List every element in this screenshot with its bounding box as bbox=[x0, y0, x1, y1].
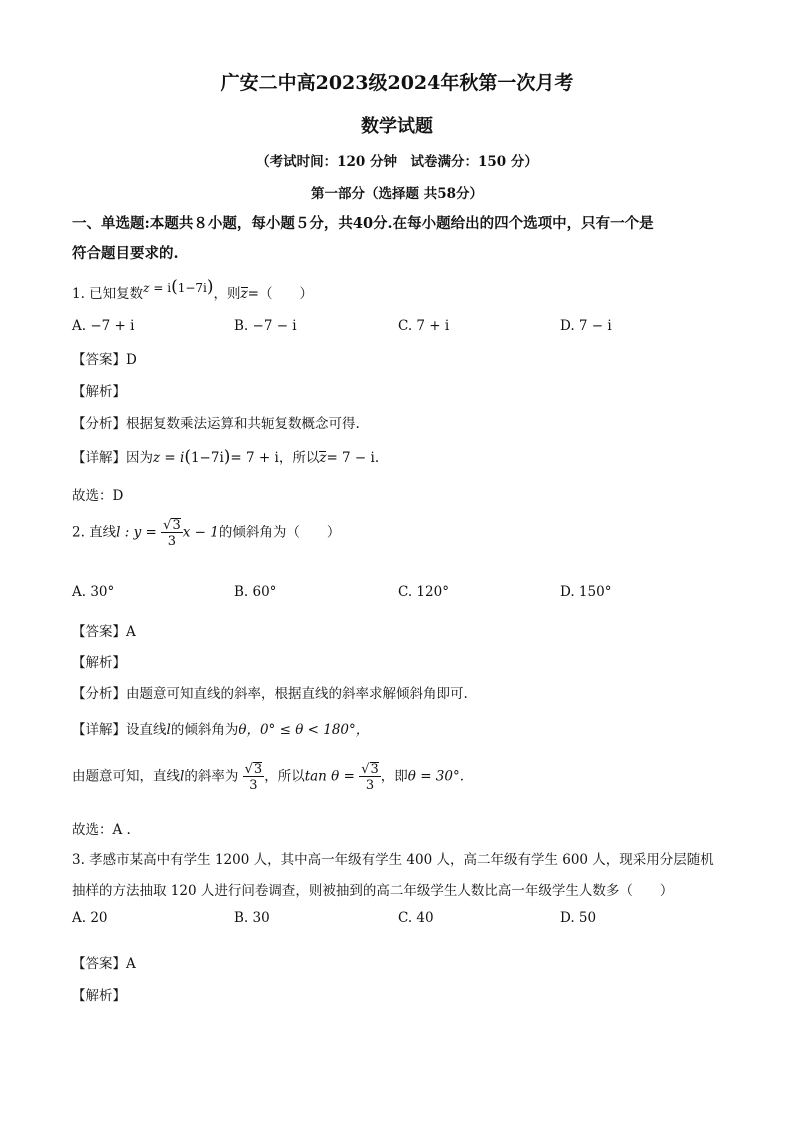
q3-answer-value: A bbox=[126, 956, 136, 972]
q1-inner: 1−7i bbox=[177, 281, 207, 295]
q2-frac1-den: 3 bbox=[249, 778, 258, 793]
q1-then: ，则 bbox=[213, 286, 241, 302]
q2-frac1-num: 3 bbox=[253, 762, 263, 777]
q1-i: i bbox=[167, 281, 172, 295]
q2-option-a: A. 30° bbox=[72, 584, 115, 600]
q3-analysis-label: 【解析】 bbox=[72, 988, 126, 1004]
q1-guxuan bbox=[72, 484, 123, 504]
exam-title: 广安二中高2023级2024年秋第一次月考 bbox=[220, 72, 574, 94]
fenxi-label: 【分析】 bbox=[72, 686, 126, 702]
q1-detail-inner: 1−7i bbox=[190, 450, 224, 466]
q1-detail-zbar: z bbox=[319, 450, 327, 466]
q1-analysis-label: 【解析】 bbox=[72, 384, 126, 400]
q2-analysis-label: 【解析】 bbox=[72, 655, 126, 671]
q1-option-c: C. 7 + i bbox=[398, 318, 450, 334]
q2-tan-fraction: $\frac{√3}{3}$ bbox=[361, 762, 379, 793]
q1-fenxi-text: 根据复数乘法运算和共轭复数概念可得. bbox=[126, 416, 360, 432]
q1-detail-pre: 因为 bbox=[126, 450, 153, 466]
q1-stem bbox=[72, 277, 313, 303]
q1-prefix: 1. 已知复数 bbox=[72, 286, 144, 302]
detail-label: 【详解】 bbox=[72, 722, 126, 738]
q1-answer-value: D bbox=[126, 352, 137, 368]
q2-option-b: B. 60° bbox=[234, 584, 277, 600]
q2-line-name: l : y = bbox=[116, 524, 157, 541]
q2-fenxi bbox=[72, 682, 468, 702]
q2-slope-value-fraction: $\frac{√3}{3}$ bbox=[244, 762, 263, 793]
answer-label: 【答案】 bbox=[72, 624, 126, 640]
q2-line3-so: ，所以 bbox=[264, 768, 305, 785]
guxuan-label: 故选： bbox=[72, 822, 113, 838]
q2-detail bbox=[72, 718, 369, 738]
q3-option-c: C. 40 bbox=[398, 910, 434, 926]
q2-line3-mid: 的斜率为 bbox=[184, 768, 239, 785]
section-instructions-line1: 一、单选题:本题共８小题，每小题５分，共40分.在每小题给出的四个选项中，只有一个是 bbox=[72, 215, 654, 232]
q2-detail-range: ，0° ≤ θ < 180°， bbox=[246, 722, 370, 738]
q1-detail-conj: = 7 − i bbox=[326, 450, 375, 466]
q2-slope-line bbox=[72, 762, 464, 792]
q2-prefix: 2. 直线 bbox=[72, 524, 117, 541]
q2-tail: x − 1 bbox=[182, 524, 219, 541]
q1-formula: z = i(1−7i) bbox=[143, 277, 214, 297]
q1-zbar: z bbox=[240, 286, 248, 302]
q1-guxuan-value: D bbox=[112, 488, 124, 504]
q1-detail-formula: z = i(1−7i)= 7 + i bbox=[153, 447, 279, 467]
q2-slope-fraction: $\frac{√3}{3}$ bbox=[163, 518, 181, 549]
q2-guxuan-value: A . bbox=[112, 822, 131, 838]
q2-detail-l: l bbox=[166, 722, 171, 738]
q2-detail-mid: 的倾斜角为 bbox=[170, 722, 239, 738]
q2-frac-num: 3 bbox=[172, 518, 181, 533]
q3-option-a: A. 20 bbox=[72, 910, 108, 926]
q2-tan: tan θ = bbox=[304, 768, 355, 785]
answer-label: 【答案】 bbox=[72, 956, 126, 972]
subject-title: 数学试题 bbox=[361, 116, 433, 137]
q1-eq: = bbox=[153, 281, 164, 295]
q2-result: θ = 30°. bbox=[407, 768, 465, 785]
q1-detail-mid: ，所以 bbox=[278, 450, 320, 466]
q1-detail bbox=[72, 446, 379, 467]
q2-option-c: C. 120° bbox=[398, 584, 449, 600]
q2-line3-l: l bbox=[180, 768, 185, 785]
q2-guxuan bbox=[72, 818, 131, 838]
q1-option-a: A. −7 + i bbox=[72, 318, 135, 334]
q2-theta: θ bbox=[238, 722, 247, 738]
guxuan-label: 故选： bbox=[72, 488, 113, 504]
q3-answer bbox=[72, 952, 136, 972]
q1-z: z bbox=[143, 281, 150, 295]
q1-after: =（ ） bbox=[247, 286, 313, 302]
q2-line3-end: ，即 bbox=[380, 768, 408, 785]
q2-suffix: 的倾斜角为（ ） bbox=[218, 524, 341, 541]
q1-fenxi bbox=[72, 412, 360, 432]
part-one-heading: 第一部分（选择题 共58分） bbox=[311, 186, 483, 202]
q2-stem bbox=[72, 518, 340, 548]
q3-stem-line1: 3. 孝感市某高中有学生 1200 人，其中高一年级有学生 400 人，高二年级有学生 600 人，现采用分层随机 bbox=[72, 852, 714, 868]
q2-frac-den: 3 bbox=[167, 534, 177, 549]
q2-fenxi-text: 由题意可知直线的斜率，根据直线的斜率求解倾斜角即可. bbox=[126, 686, 468, 702]
q2-frac2-num: 3 bbox=[370, 762, 379, 777]
exam-info: （考试时间：120 分钟 试卷满分：150 分） bbox=[256, 154, 538, 170]
answer-label: 【答案】 bbox=[72, 352, 126, 368]
q2-line3-pre: 由题意可知，直线 bbox=[72, 768, 180, 785]
q1-detail-expr: z = i bbox=[153, 450, 185, 466]
q1-option-d: D. 7 − i bbox=[560, 318, 612, 334]
q3-option-d: D. 50 bbox=[560, 910, 597, 926]
q2-frac2-den: 3 bbox=[365, 778, 375, 793]
q2-answer-value: A bbox=[126, 624, 136, 640]
section-instructions-line2: 符合题目要求的. bbox=[72, 245, 179, 262]
q2-detail-pre: 设直线 bbox=[126, 722, 167, 738]
q1-detail-end: . bbox=[374, 450, 380, 466]
detail-label: 【详解】 bbox=[72, 450, 126, 466]
fenxi-label: 【分析】 bbox=[72, 416, 126, 432]
q3-stem-line2: 抽样的方法抽取 120 人进行问卷调查，则被抽到的高二年级学生人数比高一年级学生人数多（ ） bbox=[72, 883, 674, 899]
q2-option-d: D. 150° bbox=[560, 584, 612, 600]
q1-answer bbox=[72, 348, 137, 368]
q3-option-b: B. 30 bbox=[234, 910, 270, 926]
q1-detail-res: = 7 + i bbox=[230, 450, 279, 466]
q1-option-b: B. −7 − i bbox=[234, 318, 297, 334]
q2-answer bbox=[72, 620, 136, 640]
